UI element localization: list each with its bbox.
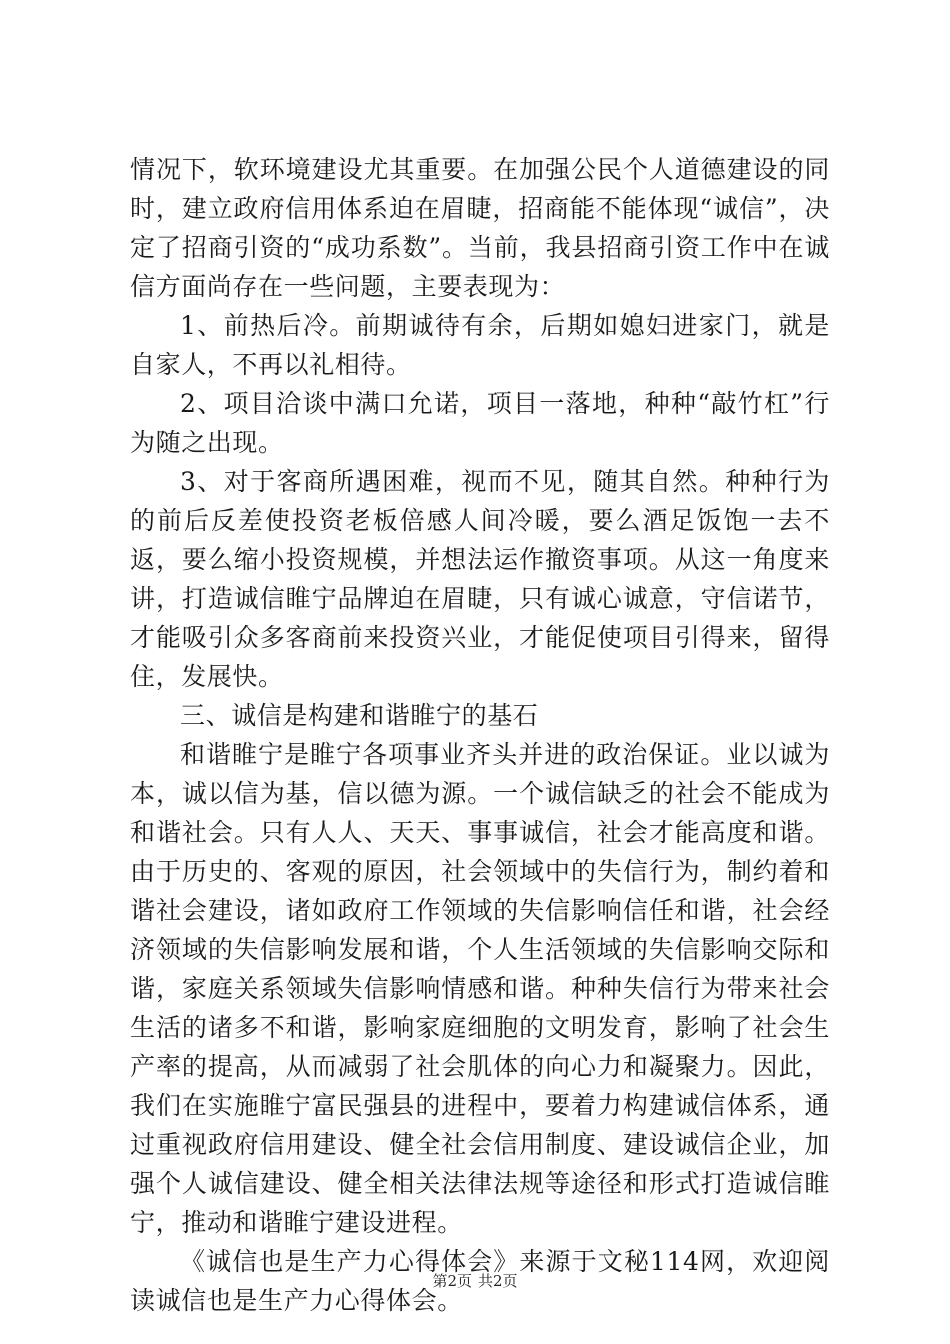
paragraph-item-1: 1、前热后冷。前期诚待有余，后期如媳妇进家门，就是自家人，不再以礼相待。 <box>130 311 830 379</box>
paragraph-source-note: 《诚信也是生产力心得体会》来源于文秘114网，欢迎阅读诚信也是生产力心得体会。 <box>130 1247 830 1315</box>
document-body <box>130 150 830 1320</box>
paragraph-item-2: 2、项目洽谈中满口允诺，项目一落地，种种“敲竹杠”行为随之出现。 <box>130 389 830 457</box>
page-total: 共2页 <box>478 1272 518 1290</box>
page-footer <box>0 1270 950 1291</box>
page-number: 第2页 <box>432 1272 472 1290</box>
paragraph-intro: 情况下，软环境建设尤其重要。在加强公民个人道德建设的同时，建立政府信用体系迫在眉睫，招商能不能体现“诚信”，决定了招商引资的“成功系数”。当前，我县招商引资工作中在诚信方面尚存在一些问题，主要表现为： <box>130 155 830 301</box>
section-heading: 三、诚信是构建和谐睢宁的基石 <box>180 701 539 730</box>
paragraph-harmony: 和谐睢宁是睢宁各项事业齐头并进的政治保证。业以诚为本，诚以信为基，信以德为源。一个诚信缺乏的社会不能成为和谐社会。只有人人、天天、事事诚信，社会才能高度和谐。由于历史的、客观的原因，社会领域中的失信行为，制约着和谐社会建设，诸如政府工作领域的失信影响信任和谐，社会经济领域的失信影响发展和谐，个人生活领域的失信影响交际和谐，家庭关系领域失信影响情感和谐。种种失信行为带来社会生活的诸多不和谐，影响家庭细胞的文明发育，影响了社会生产率的提高，从而减弱了社会肌体的向心力和凝聚力。因此，我们在实施睢宁富民强县的进程中，要着力构建诚信体系，通过重视政府信用建设、健全社会信用制度、建设诚信企业，加强个人诚信建设、健全相关法律法规等途径和形式打造诚信睢宁，推动和谐睢宁建设进程。 <box>130 740 830 1237</box>
paragraph-item-3: 3、对于客商所遇困难，视而不见，随其自然。种种行为的前后反差使投资老板倍感人间冷暖，要么酒足饭饱一去不返，要么缩小投资规模，并想法运作撤资事项。从这一角度来讲，打造诚信睢宁品牌迫在眉睫，只有诚心诚意，守信诺节，才能吸引众多客商前来投资兴业，才能促使项目引得来，留得住，发展快。 <box>130 467 830 691</box>
